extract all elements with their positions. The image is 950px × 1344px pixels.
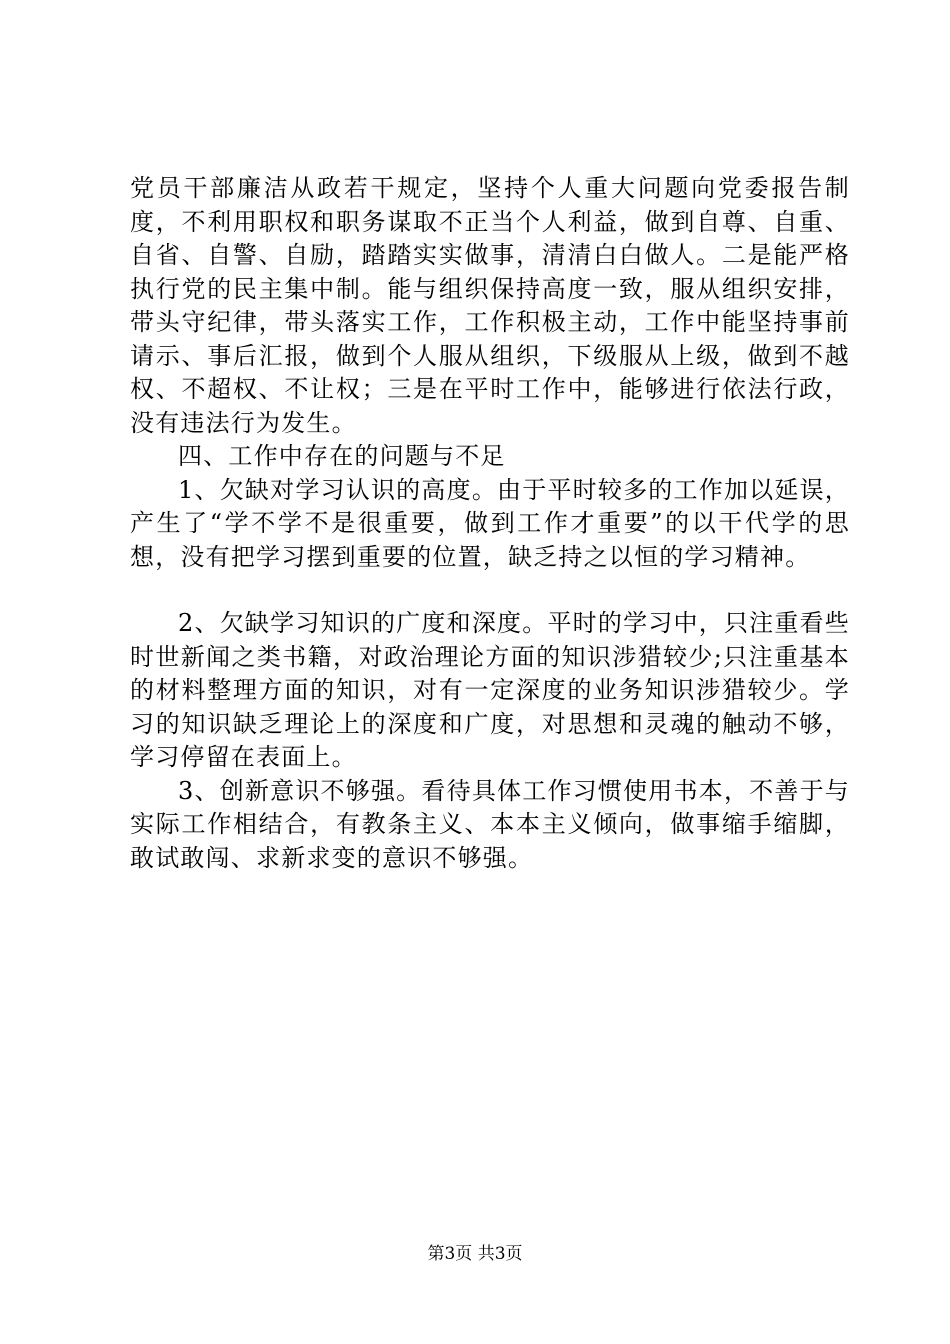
paragraph-gap [130, 574, 850, 607]
paragraph-item-1: 1、欠缺对学习认识的高度。由于平时较多的工作加以延误，产生了“学不学不是很重要，做到工作才重要”的以干代学的思想，没有把学习摆到重要的位置，缺乏持之以恒的学习精神。 [130, 475, 850, 571]
paragraph-continuation: 党员干部廉洁从政若干规定，坚持个人重大问题向党委报告制度，不利用职权和职务谋取不正当个人利益，做到自尊、自重、自省、自警、自励，踏踏实实做事，清清白白做人。二是能严格执行党的民主集中制。能与组织保持高度一致，服从组织安排，带头守纪律，带头落实工作，工作积极主动，工作中能坚持事前请示、事后汇报，做到个人服从组织，下级服从上级，做到不越权、不超权、不让权；三是在平时工作中，能够进行依法行政，没有违法行为发生。 [130, 174, 850, 437]
paragraph-item-3: 3、创新意识不够强。看待具体工作习惯使用书本，不善于与实际工作相结合，有教条主义、本本主义倾向，做事缩手缩脚，敢试敢闯、求新求变的意识不够强。 [130, 776, 850, 872]
section-heading: 四、工作中存在的问题与不足 [178, 442, 506, 470]
page-footer: 第3页 共3页 [427, 1244, 523, 1264]
document-body [130, 172, 850, 875]
paragraph-item-2: 2、欠缺学习知识的广度和深度。平时的学习中，只注重看些时世新闻之类书籍，对政治理论方面的知识涉猎较少;只注重基本的材料整理方面的知识，对有一定深度的业务知识涉猎较少。学习的知识缺乏理论上的深度和广度，对思想和灵魂的触动不够，学习停留在表面上。 [130, 609, 850, 771]
